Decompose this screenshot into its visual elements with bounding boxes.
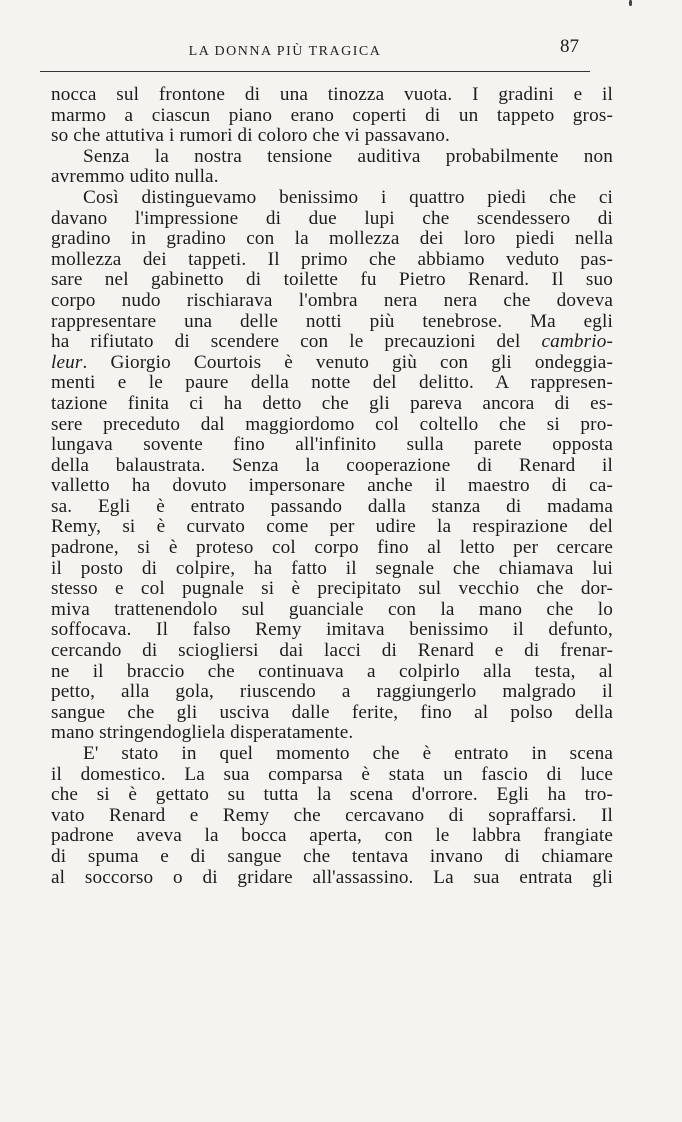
- text-line: sa. Egli è entrato passando dalla stanza di madama: [51, 495, 613, 517]
- text-line: avremmo udito nulla.: [51, 166, 219, 188]
- text-line: sangue che gli usciva dalle ferite, fino al polso della: [51, 701, 613, 723]
- text-line: padrone, si è proteso col corpo fino al letto per cercare: [51, 537, 613, 559]
- text-line: tazione finita ci ha detto che gli pareva ancora di es-: [51, 392, 613, 414]
- paragraph-start-line: Senza la nostra tensione auditiva probabilmente non: [83, 145, 613, 167]
- text-line: valletto ha dovuto impersonare anche il maestro di ca-: [51, 475, 613, 497]
- text-line: sere preceduto dal maggiordomo col coltello che si pro-: [51, 413, 613, 435]
- ink-mark: [629, 0, 632, 6]
- text-line: [51, 353, 613, 374]
- text-line: sare nel gabinetto di toilette fu Pietro Renard. Il suo: [51, 269, 613, 291]
- paragraph-start-line: E' stato in quel momento che è entrato in scena: [83, 743, 613, 764]
- italic-word: cambrio-: [541, 331, 614, 353]
- text-line: nocca sul frontone di una tinozza vuota. I gradini e il: [51, 84, 613, 105]
- text-line: il domestico. La sua comparsa è stata un fascio di luce: [51, 763, 613, 785]
- page-number: 87: [560, 36, 579, 57]
- running-title: LA DONNA PIÙ TRAGICA: [188, 44, 382, 59]
- text-line: della balaustrata. Senza la cooperazione di Renard il: [51, 454, 613, 476]
- text-line: il posto di colpire, ha fatto il segnale che chiamava lui: [51, 557, 613, 579]
- text-line: [51, 332, 613, 353]
- text-line: miva trattenendolo sul guanciale con la mano che lo: [51, 598, 613, 620]
- text-line: marmo a ciascun piano erano coperti di un tappeto gros-: [51, 104, 613, 126]
- text-line: vato Renard e Remy che cercavano di sopraffarsi. Il: [51, 804, 613, 826]
- text-line: ne il braccio che continuava a colpirlo alla testa, al: [51, 660, 613, 682]
- line-text: ha rifiutato di scendere con le precauzioni del: [51, 331, 521, 353]
- text-line: petto, alla gola, riuscendo a raggiungerlo malgrado il: [51, 681, 613, 703]
- text-line: stesso e col pugnale si è precipitato sul vecchio che dor-: [51, 578, 613, 600]
- text-line: cercando di sciogliersi dai lacci di Renard e di frenar-: [51, 640, 613, 662]
- text-line: mollezza dei tappeti. Il primo che abbiamo veduto pas-: [51, 248, 613, 270]
- text-line: lungava sovente fino all'infinito sulla parete opposta: [51, 434, 613, 456]
- body-text: [51, 85, 613, 888]
- line-text: . Giorgio Courtois è venuto giù con gli ondeggia-: [82, 351, 613, 373]
- text-line: rappresentare una delle notti più tenebrose. Ma egli: [51, 310, 613, 332]
- text-line: che si è gettato su tutta la scena d'orrore. Egli ha tro-: [51, 784, 613, 806]
- text-line: mano stringendogliela disperatamente.: [51, 722, 354, 744]
- text-line: gradino in gradino con la mollezza dei loro piedi nella: [51, 228, 613, 250]
- text-line: corpo nudo rischiarava l'ombra nera nera che doveva: [51, 289, 613, 311]
- text-line: di spuma e di sangue che tentava invano di chiamare: [51, 845, 613, 867]
- italic-word: leur: [51, 351, 83, 373]
- header-rule: [40, 71, 590, 72]
- text-line: al soccorso o di gridare all'assassino. La sua entrata gli: [51, 866, 613, 888]
- text-line: Remy, si è curvato come per udire la respirazione del: [51, 516, 613, 538]
- text-line: menti e le paure della notte del delitto. A rappresen-: [51, 372, 613, 394]
- text-line: davano l'impressione di due lupi che scendessero di: [51, 207, 613, 229]
- text-line: padrone aveva la bocca aperta, con le labbra frangiate: [51, 825, 613, 847]
- text-line: soffocava. Il falso Remy imitava benissimo il defunto,: [51, 619, 613, 641]
- paragraph-start-line: Così distinguevamo benissimo i quattro piedi che ci: [83, 186, 613, 208]
- text-line: so che attutiva i rumori di coloro che vi passavano.: [51, 125, 450, 147]
